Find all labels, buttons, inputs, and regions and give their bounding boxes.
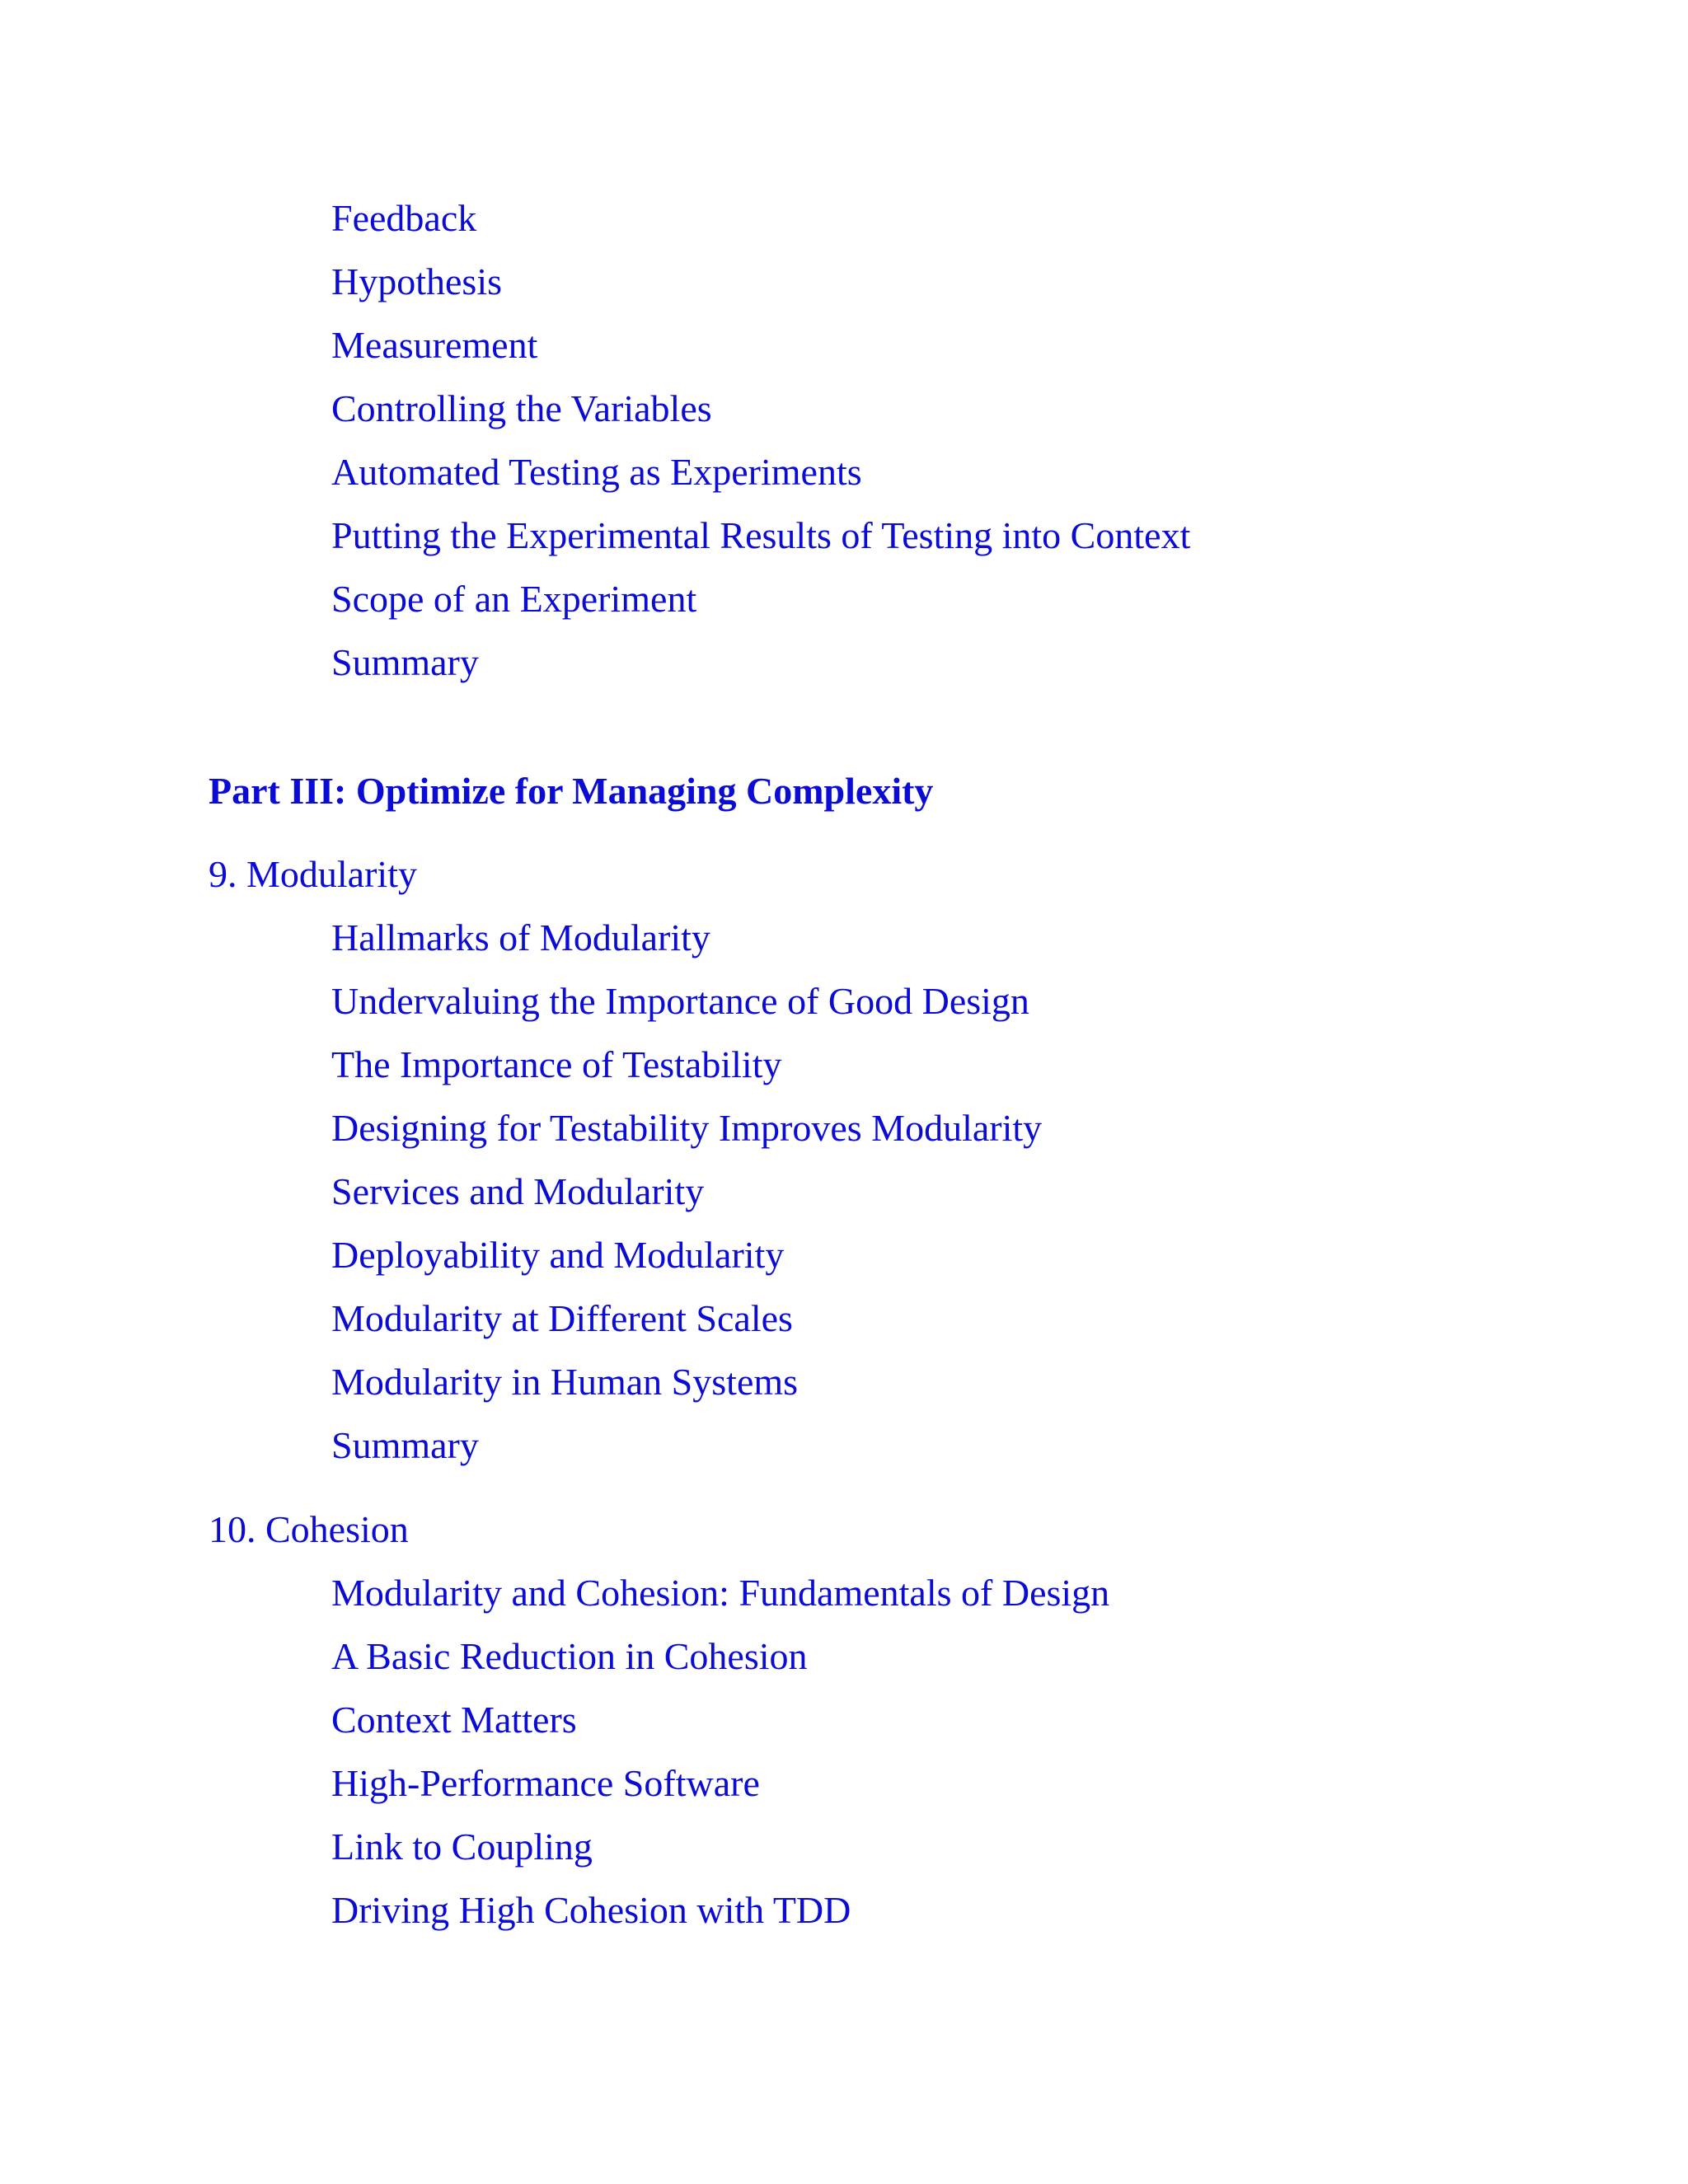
toc-link-measurement[interactable]: Measurement	[331, 324, 538, 366]
toc-link-designing-testability[interactable]: Designing for Testability Improves Modularity	[331, 1107, 1043, 1149]
toc-part-heading[interactable]: Part III: Optimize for Managing Complexity	[209, 770, 934, 812]
toc-chapter-modularity[interactable]: 9. Modularity	[209, 853, 417, 895]
toc-link-modularity-cohesion[interactable]: Modularity and Cohesion: Fundamentals of Design	[331, 1572, 1110, 1614]
toc-link-scope-experiment[interactable]: Scope of an Experiment	[331, 578, 697, 620]
toc-link-deployability-modularity[interactable]: Deployability and Modularity	[331, 1234, 785, 1276]
toc-link-context-matters[interactable]: Context Matters	[331, 1699, 577, 1741]
toc-link-feedback[interactable]: Feedback	[331, 197, 477, 239]
toc-link-automated-testing[interactable]: Automated Testing as Experiments	[331, 451, 862, 493]
toc-link-coupling[interactable]: Link to Coupling	[331, 1825, 593, 1868]
toc-link-undervaluing-design[interactable]: Undervaluing the Importance of Good Design	[331, 980, 1029, 1022]
toc-link-modularity-scales[interactable]: Modularity at Different Scales	[331, 1297, 793, 1339]
toc-link-summary[interactable]: Summary	[331, 641, 479, 683]
toc-chapter-cohesion[interactable]: 10. Cohesion	[209, 1508, 409, 1550]
toc-link-basic-reduction[interactable]: A Basic Reduction in Cohesion	[331, 1635, 808, 1677]
toc-link-modularity-human[interactable]: Modularity in Human Systems	[331, 1361, 799, 1403]
toc-link-hypothesis[interactable]: Hypothesis	[331, 260, 502, 302]
toc-link-experimental-results[interactable]: Putting the Experimental Results of Testing into Context	[331, 514, 1191, 556]
toc-link-importance-testability[interactable]: The Importance of Testability	[331, 1043, 782, 1085]
toc-link-hallmarks[interactable]: Hallmarks of Modularity	[331, 916, 710, 958]
toc-link-summary[interactable]: Summary	[331, 1424, 479, 1466]
toc-link-driving-cohesion-tdd[interactable]: Driving High Cohesion with TDD	[331, 1889, 851, 1931]
toc-link-high-performance[interactable]: High-Performance Software	[331, 1762, 760, 1804]
toc-link-controlling-variables[interactable]: Controlling the Variables	[331, 387, 712, 429]
toc-link-services-modularity[interactable]: Services and Modularity	[331, 1170, 705, 1212]
